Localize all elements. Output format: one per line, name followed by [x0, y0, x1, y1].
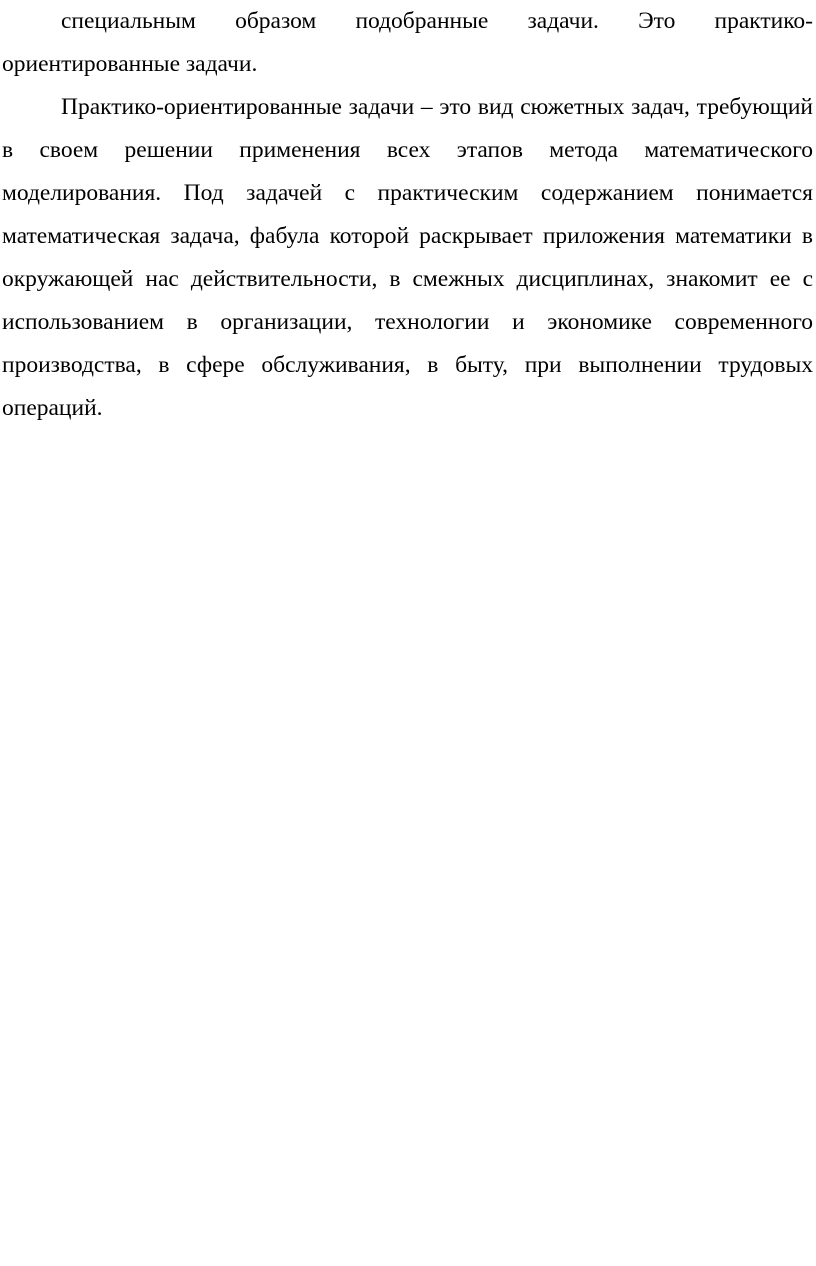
paragraph-continuation: специальным образом подобранные задачи. Это практико-ориентированные задачи.	[2, 8, 813, 77]
paragraph-definition: Практико-ориентированные задачи – это вид сюжетных задач, требующий в своем решении применения всех этапов метода математического моделирования. Под задачей с практическим содержанием понимается математическая задача, фабула которой раскрывает приложения математики в окружающей нас действительности, в смежных дисциплинах, знакомит ее с использованием в организации, технологии и экономике современного производства, в сфере обслуживания, в быту, при выполнении трудовых операций.	[2, 94, 813, 421]
document-page	[2, 0, 813, 430]
